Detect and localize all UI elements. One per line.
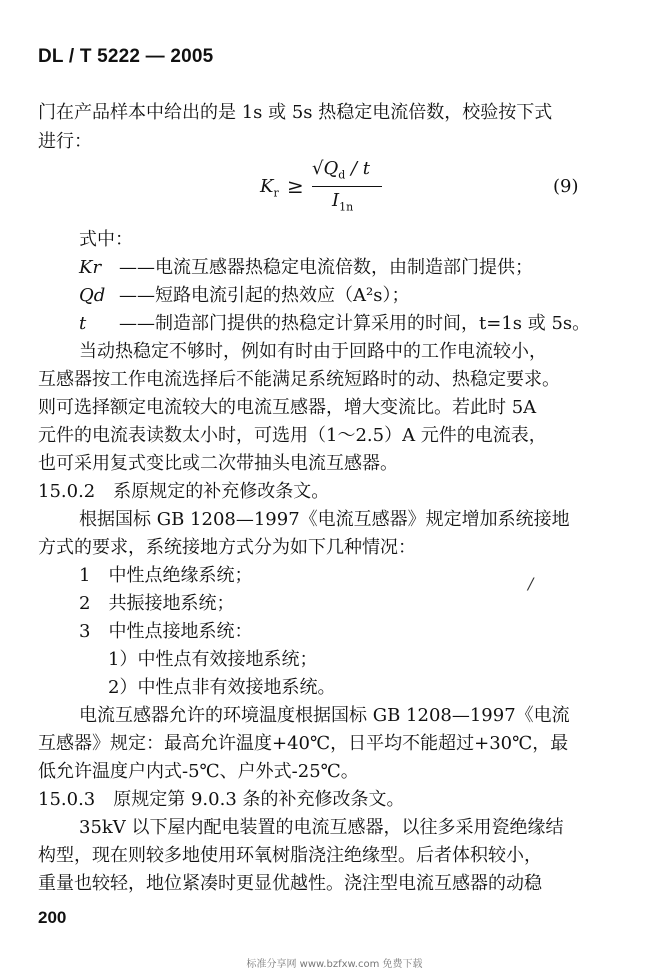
watermark: 标准分享网 www.bzfxw.com 免费下载 [246,959,423,970]
para1-line-4: 元件的电流表读数太小时，可选用（1～2.5）A 元件的电流表， [38,425,547,446]
para3-line-1: 电流互感器允许的环境温度根据国标 GB 1208—1997《电流 [79,705,570,726]
para1-line-5: 也可采用复式变比或二次带抽头电流互感器。 [38,453,398,474]
sublist-item-1: 1）中性点有效接地系统； [108,649,318,670]
para3-line-2: 互感器》规定：最高允许温度+40℃，日平均不能超过+30℃，最 [38,733,569,754]
where-label: 式中： [79,229,133,250]
list-item-2: 2 共振接地系统； [79,593,235,614]
definition-kr: Kr ——电流互感器热稳定电流倍数，由制造部门提供； [79,257,533,278]
section-15-0-3: 15.0.3 原规定第 9.0.3 条的补充修改条文。 [38,789,405,810]
para2-line-1: 根据国标 GB 1208—1997《电流互感器》规定增加系统接地 [79,509,570,530]
para1-line-2: 互感器按工作电流选择后不能满足系统短路时的动、热稳定要求。 [38,369,560,390]
para3-line-3: 低允许温度户内式-5℃、户外式-25℃。 [38,761,359,782]
standard-header: DL / T 5222 — 2005 [38,46,214,67]
sublist-item-2: 2）中性点非有效接地系统。 [108,677,336,698]
formula-denominator: $I_{1n}$ [332,190,354,214]
intro-line-1: 门在产品样本中给出的是 1s 或 5s 热稳定电流倍数，校验按下式 [38,102,553,123]
formula-relation: ≥ [287,174,304,198]
para2-line-2: 方式的要求，系统接地方式分为如下几种情况： [38,537,416,558]
formula-9 [260,158,420,218]
para4-line-2: 构型，现在则较多地使用环氧树脂浇注绝缘型。后者体积较小， [38,845,542,866]
page-number: 200 [38,908,67,927]
definition-t: t ——制造部门提供的热稳定计算采用的时间，t=1s 或 5s。 [79,313,591,334]
equation-number: (9) [553,176,579,197]
formula-lhs: $K_r$ [260,176,279,200]
stray-pen-mark: / [528,574,534,593]
list-item-3: 3 中性点接地系统： [79,621,253,642]
para1-line-1: 当动热稳定不够时，例如有时由于回路中的工作电流较小， [79,341,547,362]
para1-line-3: 则可选择额定电流较大的电流互感器，增大变流比。若此时 5A [38,397,537,418]
formula-numerator: $√Q_d$ / t [312,158,371,182]
definition-qd: Qd ——短路电流引起的热效应（A²s）； [79,285,410,306]
para4-line-3: 重量也较轻，地位紧凑时更显优越性。浇注型电流互感器的动稳 [38,873,542,894]
fraction-bar [312,186,382,187]
para4-line-1: 35kV 以下屋内配电装置的电流互感器，以往多采用瓷绝缘结 [79,817,564,838]
intro-line-2: 进行： [38,131,92,152]
list-item-1: 1 中性点绝缘系统； [79,565,253,586]
section-15-0-2: 15.0.2 系原规定的补充修改条文。 [38,481,330,502]
